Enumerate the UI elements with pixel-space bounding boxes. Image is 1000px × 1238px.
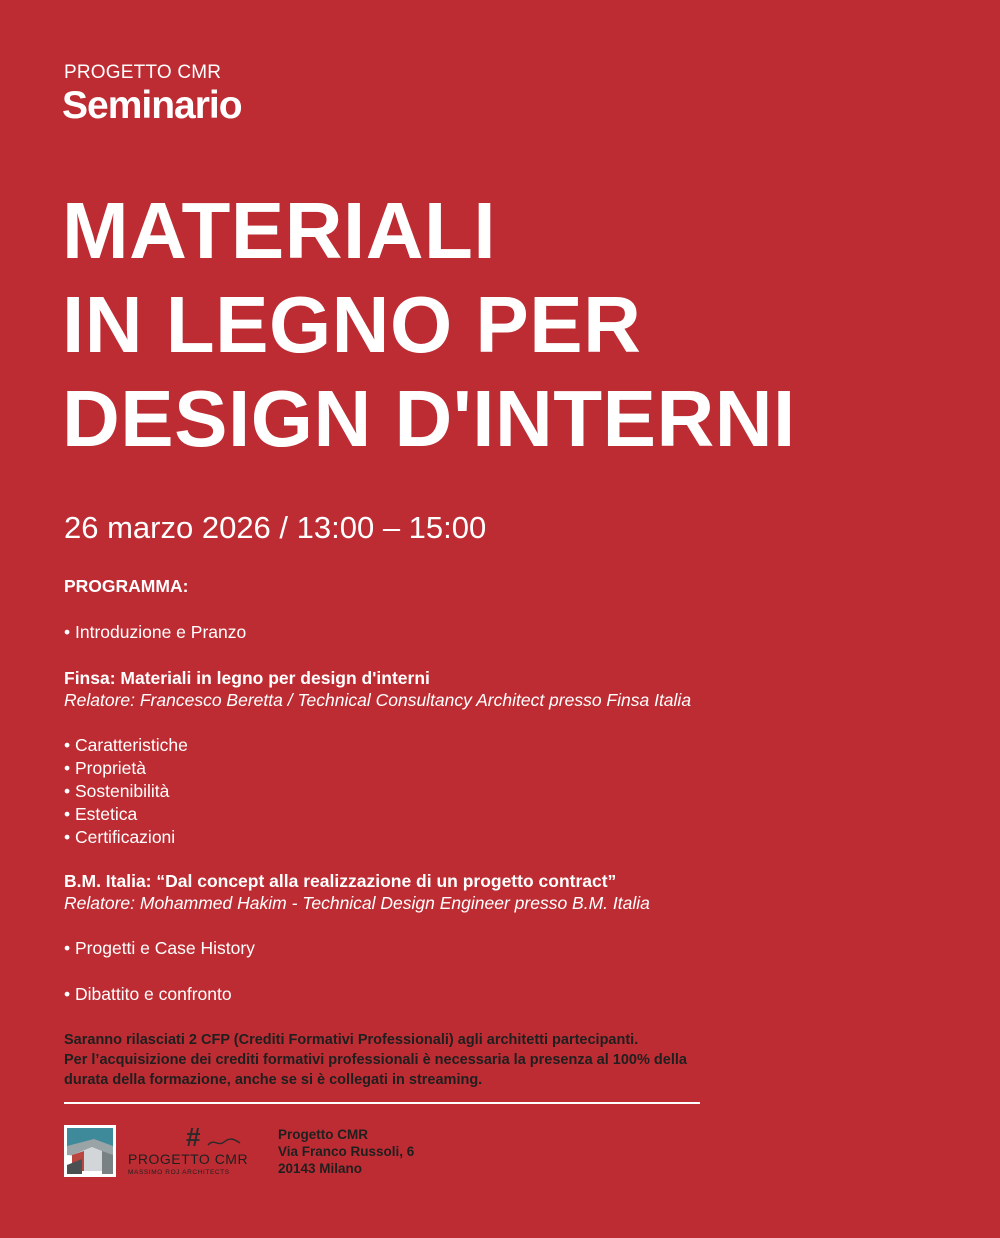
session2-speaker: Relatore: Mohammed Hakim - Technical Design Engineer presso B.M. Italia — [64, 893, 650, 913]
event-date-time: 26 marzo 2026 / 13:00 – 15:00 — [64, 510, 487, 545]
credits-line-1: Saranno rilasciati 2 CFP (Crediti Formativi Professionali) agli architetti partecipanti. — [64, 1032, 639, 1048]
intro-list — [64, 621, 246, 644]
divider — [64, 1102, 700, 1104]
progetto-cmr-logo — [122, 1122, 252, 1180]
logo-name: PROGETTO CMR — [128, 1151, 249, 1167]
title-line-2: IN LEGNO PER — [62, 280, 642, 369]
hash-logo-icon: # — [186, 1122, 201, 1152]
header-kicker: PROGETTO CMR — [64, 62, 222, 83]
list-item: • Sostenibilità — [64, 780, 188, 803]
session1-topics — [64, 734, 188, 849]
list-item: • Proprietà — [64, 757, 188, 780]
list-item: • Caratteristiche — [64, 734, 188, 757]
list-item: • Dibattito e confronto — [64, 983, 232, 1006]
list-item: • Introduzione e Pranzo — [64, 621, 246, 644]
address-street: Via Franco Russoli, 6 — [278, 1144, 415, 1159]
closing-list — [64, 983, 232, 1006]
page-title — [62, 184, 796, 466]
programme-heading: PROGRAMMA: — [64, 576, 189, 596]
address-block — [278, 1126, 414, 1177]
logo-subtitle: MASSIMO ROJ ARCHITECTS — [128, 1169, 230, 1176]
signature-mark-icon — [206, 1136, 242, 1148]
title-line-3: DESIGN D'INTERNI — [62, 374, 796, 463]
session2-title: B.M. Italia: “Dal concept alla realizzazione di un progetto contract” — [64, 871, 617, 891]
session2-topics — [64, 937, 255, 960]
session1-title: Finsa: Materiali in legno per design d'interni — [64, 668, 430, 688]
address-city: 20143 Milano — [278, 1161, 363, 1176]
building-logo-icon — [64, 1125, 116, 1177]
credits-line-2: Per l’acquisizione dei crediti formativi professionali è necessaria la presenza al 100% della — [64, 1052, 687, 1068]
list-item: • Progetti e Case History — [64, 937, 255, 960]
list-item: • Estetica — [64, 803, 188, 826]
session1-speaker: Relatore: Francesco Beretta / Technical Consultancy Architect presso Finsa Italia — [64, 690, 692, 710]
credits-note — [64, 1030, 687, 1090]
address-company: Progetto CMR — [278, 1127, 368, 1142]
title-line-1: MATERIALI — [62, 186, 497, 275]
header-series: Seminario — [62, 84, 242, 127]
credits-line-3: durata della formazione, anche se si è collegati in streaming. — [64, 1072, 483, 1088]
list-item: • Certificazioni — [64, 826, 188, 849]
